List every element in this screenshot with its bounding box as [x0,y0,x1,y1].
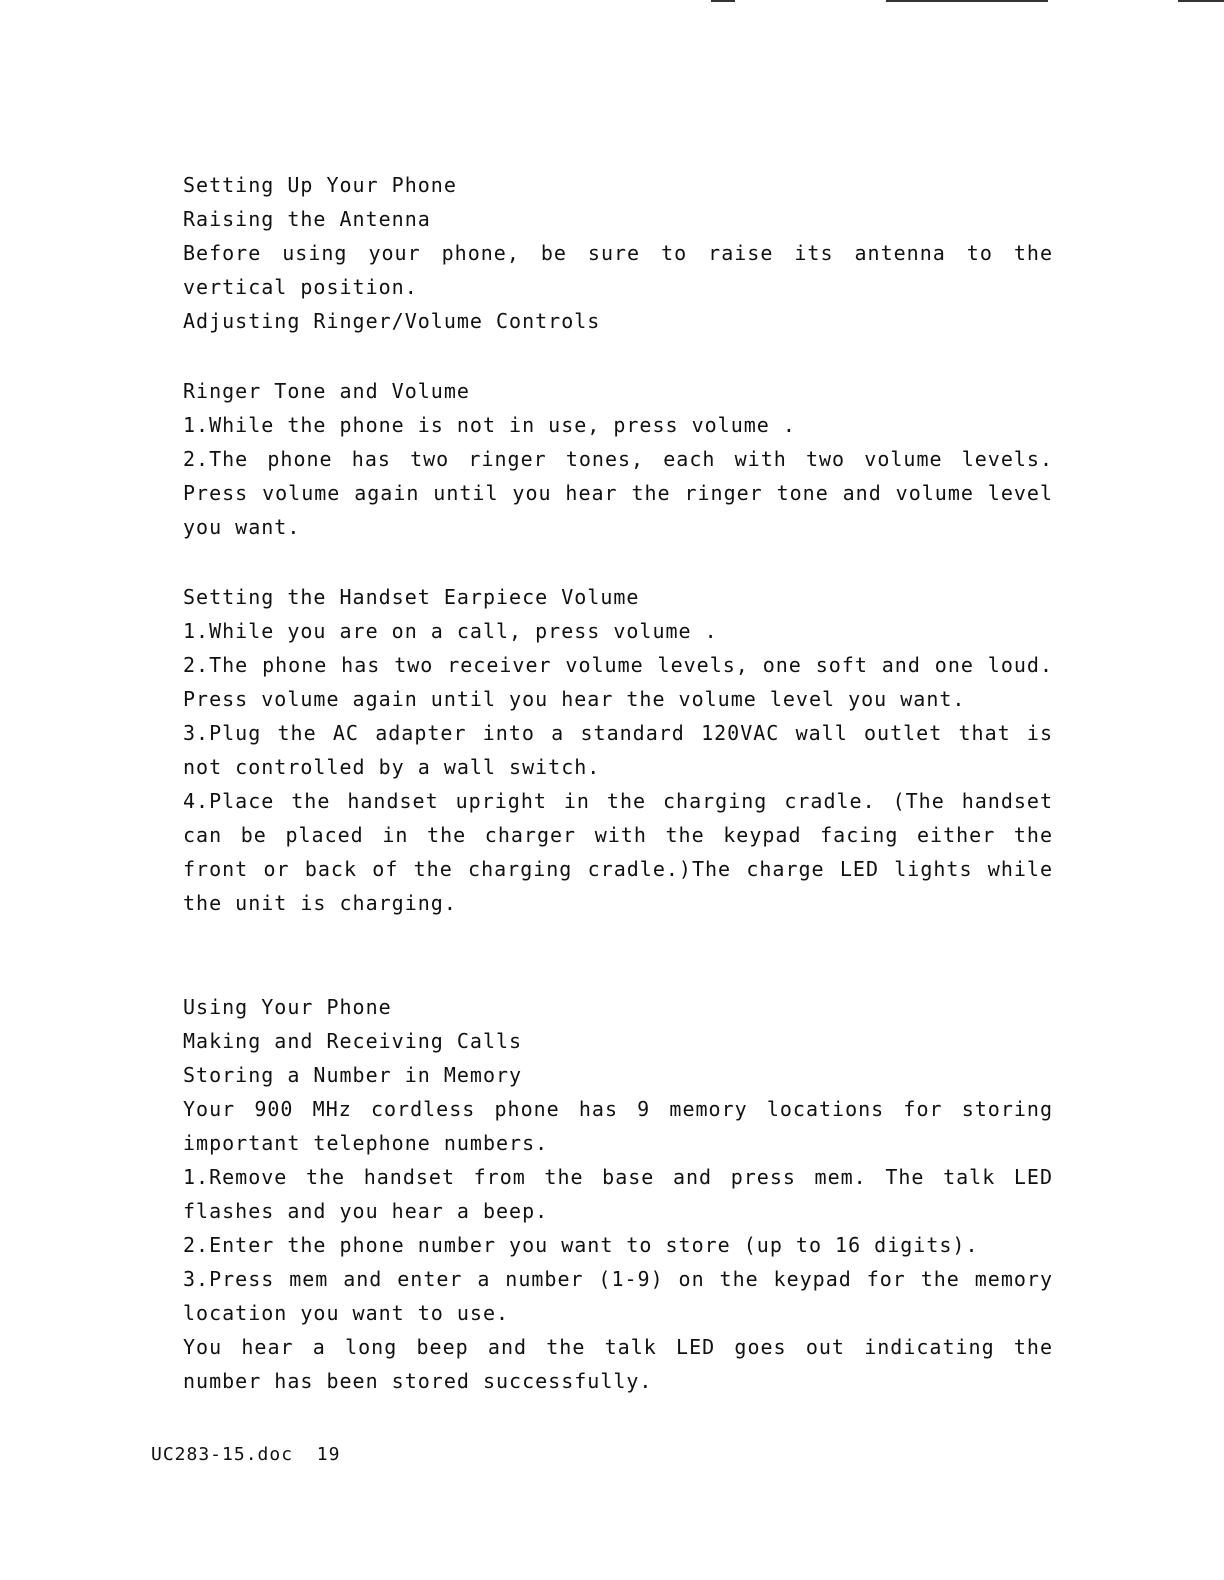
section-subheading: Raising the Antenna [183,207,431,231]
list-item: 2.Enter the phone number you want to store (up to 16 digits). [183,1233,979,1257]
section-subheading: Storing a Number in Memory [183,1063,523,1087]
section-heading: Using Your Phone [183,995,392,1019]
section-subheading: Adjusting Ringer/Volume Controls [183,309,601,333]
section-heading: Ringer Tone and Volume [183,379,470,403]
scan-mark [886,0,1048,2]
page-number: 19 [316,1444,341,1465]
section-heading: Setting Up Your Phone [183,173,457,197]
list-item: 2.The phone has two receiver volume levels, one soft and one loud. Press volume again until you hear the volume level you want. [183,653,1053,711]
paragraph: You hear a long beep and the talk LED goes out indicating the number has been stored successfully. [183,1335,1053,1393]
document-body [183,168,1053,1398]
paragraph: Before using your phone, be sure to raise its antenna to the vertical position. [183,241,1053,299]
scan-mark [1178,0,1224,2]
list-item: 1.While the phone is not in use, press volume . [183,413,796,437]
list-item: 3.Plug the AC adapter into a standard 120VAC wall outlet that is not controlled by a wall switch. [183,721,1053,779]
paragraph: Your 900 MHz cordless phone has 9 memory locations for storing important telephone numbers. [183,1097,1053,1155]
scan-mark [711,0,735,2]
section-heading: Setting the Handset Earpiece Volume [183,585,640,609]
page-footer [151,1444,340,1465]
section-subheading: Making and Receiving Calls [183,1029,523,1053]
list-item: 1.Remove the handset from the base and press mem. The talk LED flashes and you hear a beep. [183,1165,1053,1223]
list-item: 1.While you are on a call, press volume . [183,619,718,643]
list-item: 2.The phone has two ringer tones, each with two volume levels. Press volume again until you hear the ringer tone and volume level you want. [183,447,1053,539]
list-item: 3.Press mem and enter a number (1-9) on the keypad for the memory location you want to use. [183,1267,1053,1325]
list-item: 4.Place the handset upright in the charging cradle. (The handset can be placed in the charger with the keypad facing either the front or back of the charging cradle.)The charge LED lights while the unit is charging. [183,789,1053,915]
footer-filename: UC283-15.doc [151,1444,294,1465]
